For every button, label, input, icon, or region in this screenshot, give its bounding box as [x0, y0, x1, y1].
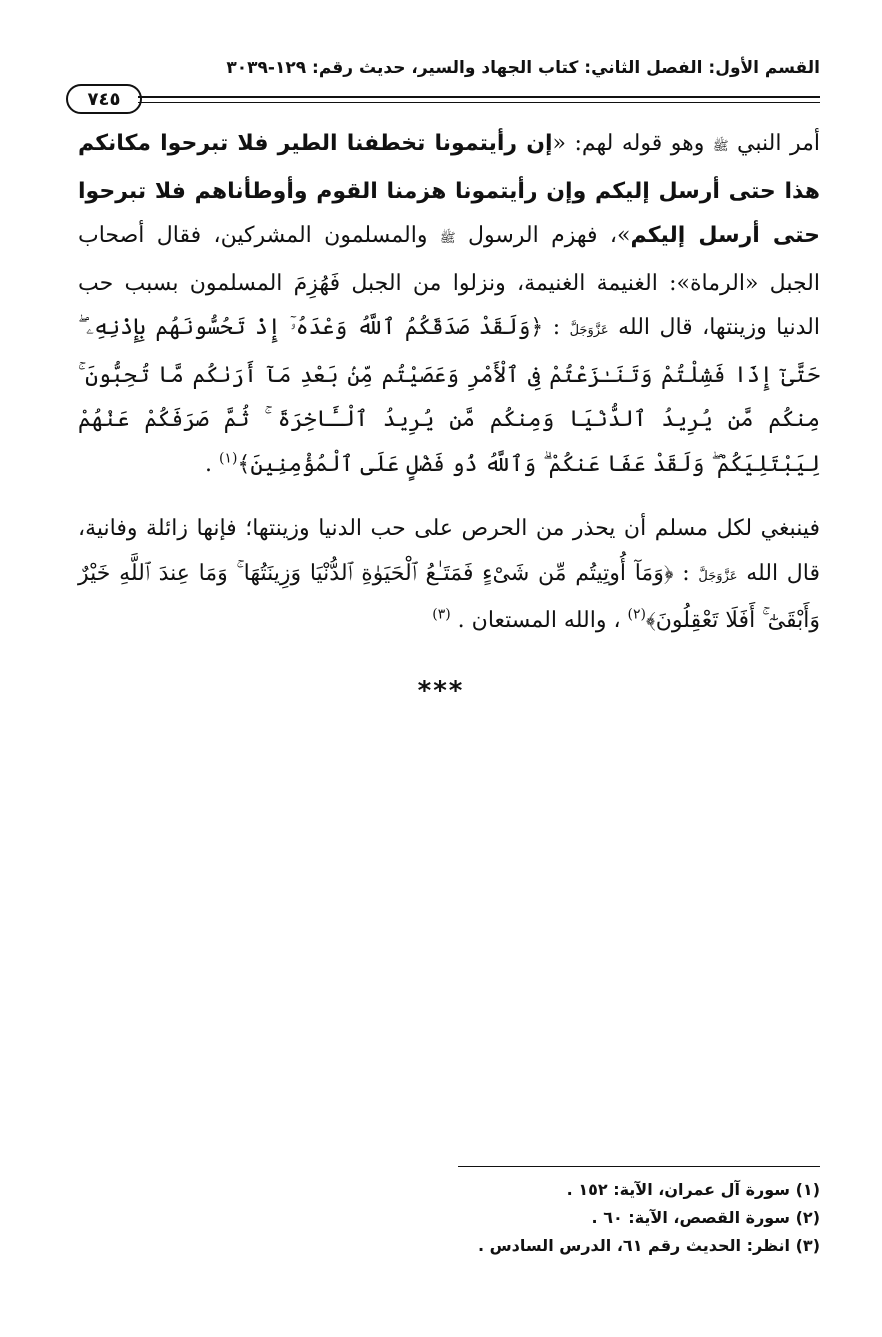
- p1-intro2: وهو قوله لهم: «: [552, 131, 713, 156]
- p1-intro: أمر النبي: [728, 131, 820, 156]
- p2-colon: :: [673, 560, 699, 586]
- running-head: القسم الأول: الفصل الثاني: كتاب الجهاد والسير، حديث رقم: ١٢٩-٣٠٣٩: [226, 58, 820, 78]
- honorific-glyph: عَزَّوَجَلَّ: [569, 323, 609, 338]
- footnote-1: (١) سورة آل عمران، الآية: ١٥٢ .: [566, 1180, 820, 1199]
- footnote-2: (٢) سورة القصص، الآية: ٦٠ .: [591, 1208, 820, 1227]
- footnotes: [300, 1176, 820, 1260]
- p1-after-hadith-2: والمسلمون المشركين، فقال أصحاب الجبل «الرماة»: الغنيمة الغنيمة، ونزلوا من الجبل فَهُزِمَ المسلمون بسبب حب الدنيا وزينتها، قال الله: [78, 223, 820, 340]
- paragraph-1: [78, 122, 820, 487]
- p1-after-hadith: »، فهزم الرسول: [455, 223, 631, 248]
- paragraph-2: [78, 507, 820, 644]
- footnote-rule: [458, 1166, 820, 1167]
- footnote-ref-3[interactable]: (٣): [432, 606, 451, 623]
- header-rule: [138, 96, 820, 103]
- footnote-ref-2[interactable]: (٢): [627, 606, 647, 623]
- footnote-ref-1[interactable]: (١): [218, 450, 238, 467]
- quran-verse-2: ﴿وَمَآ أُوتِيتُم مِّن شَىْءٍ فَمَتَـٰعُ ٱلْحَيَوٰةِ ٱلدُّنْيَا وَزِينَتُهَا ۚ وَمَا عِندَ ٱللَّهِ خَيْرٌ وَأَبْقَىٰٓ ۚ أَفَلَا تَعْقِلُونَ﴾: [78, 560, 820, 633]
- page-number-badge: ٧٤٥: [66, 84, 142, 114]
- section-divider: ***: [417, 676, 465, 706]
- quran-verse-1: ﴿وَلَقَدْ صَدَقَكُمُ ٱللَّهُ وَعْدَهُۥٓ إِذْ تَحُسُّونَهُم بِإِذْنِهِۦ ۖ حَتَّىٰٓ إِذَا فَشِلْتُمْ وَتَنَـٰزَعْتُمْ فِى ٱلْأَمْرِ وَعَصَيْتُم مِّنۢ بَعْدِ مَآ أَرَىٰكُم مَّا تُحِبُّونَ ۚ مِنكُم مَّن يُرِيدُ ٱلدُّنْيَا وَمِنكُم مَّن يُرِيدُ ٱلْـَٔاخِرَةَ ۚ ثُمَّ صَرَفَكُمْ عَنْهُمْ لِيَبْتَلِيَكُمْ ۖ وَلَقَدْ عَفَا عَنكُمْ ۗ وَٱللَّهُ ذُو فَضْلٍ عَلَى ٱلْمُؤْمِنِينَ﴾: [78, 315, 820, 477]
- p2-intro: فينبغي لكل مسلم أن يحذر من الحرص على حب الدنيا وزينتها؛ فإنها زائلة وفانية، قال الله: [78, 516, 820, 586]
- p1-colon: :: [543, 315, 570, 340]
- footnote-3: (٣) انظر: الحديث رقم ٦١، الدرس السادس .: [477, 1236, 820, 1255]
- salawat-glyph: ﷺ: [712, 139, 729, 154]
- p1-end: .: [204, 451, 219, 477]
- p2-closing: ، والله المستعان .: [450, 608, 628, 633]
- honorific-glyph-2: عَزَّوَجَلَّ: [698, 568, 738, 584]
- main-text: [78, 122, 820, 644]
- hadith-quote: إن رأيتمونا تخطفنا الطير فلا تبرحوا مكانكم هذا حتى أرسل إليكم وإن رأيتمونا هزمنا القوم وأوطأناهم فلا تبرحوا حتى أرسل إليكم: [78, 131, 820, 248]
- salawat-glyph-2: ﷺ: [439, 231, 456, 246]
